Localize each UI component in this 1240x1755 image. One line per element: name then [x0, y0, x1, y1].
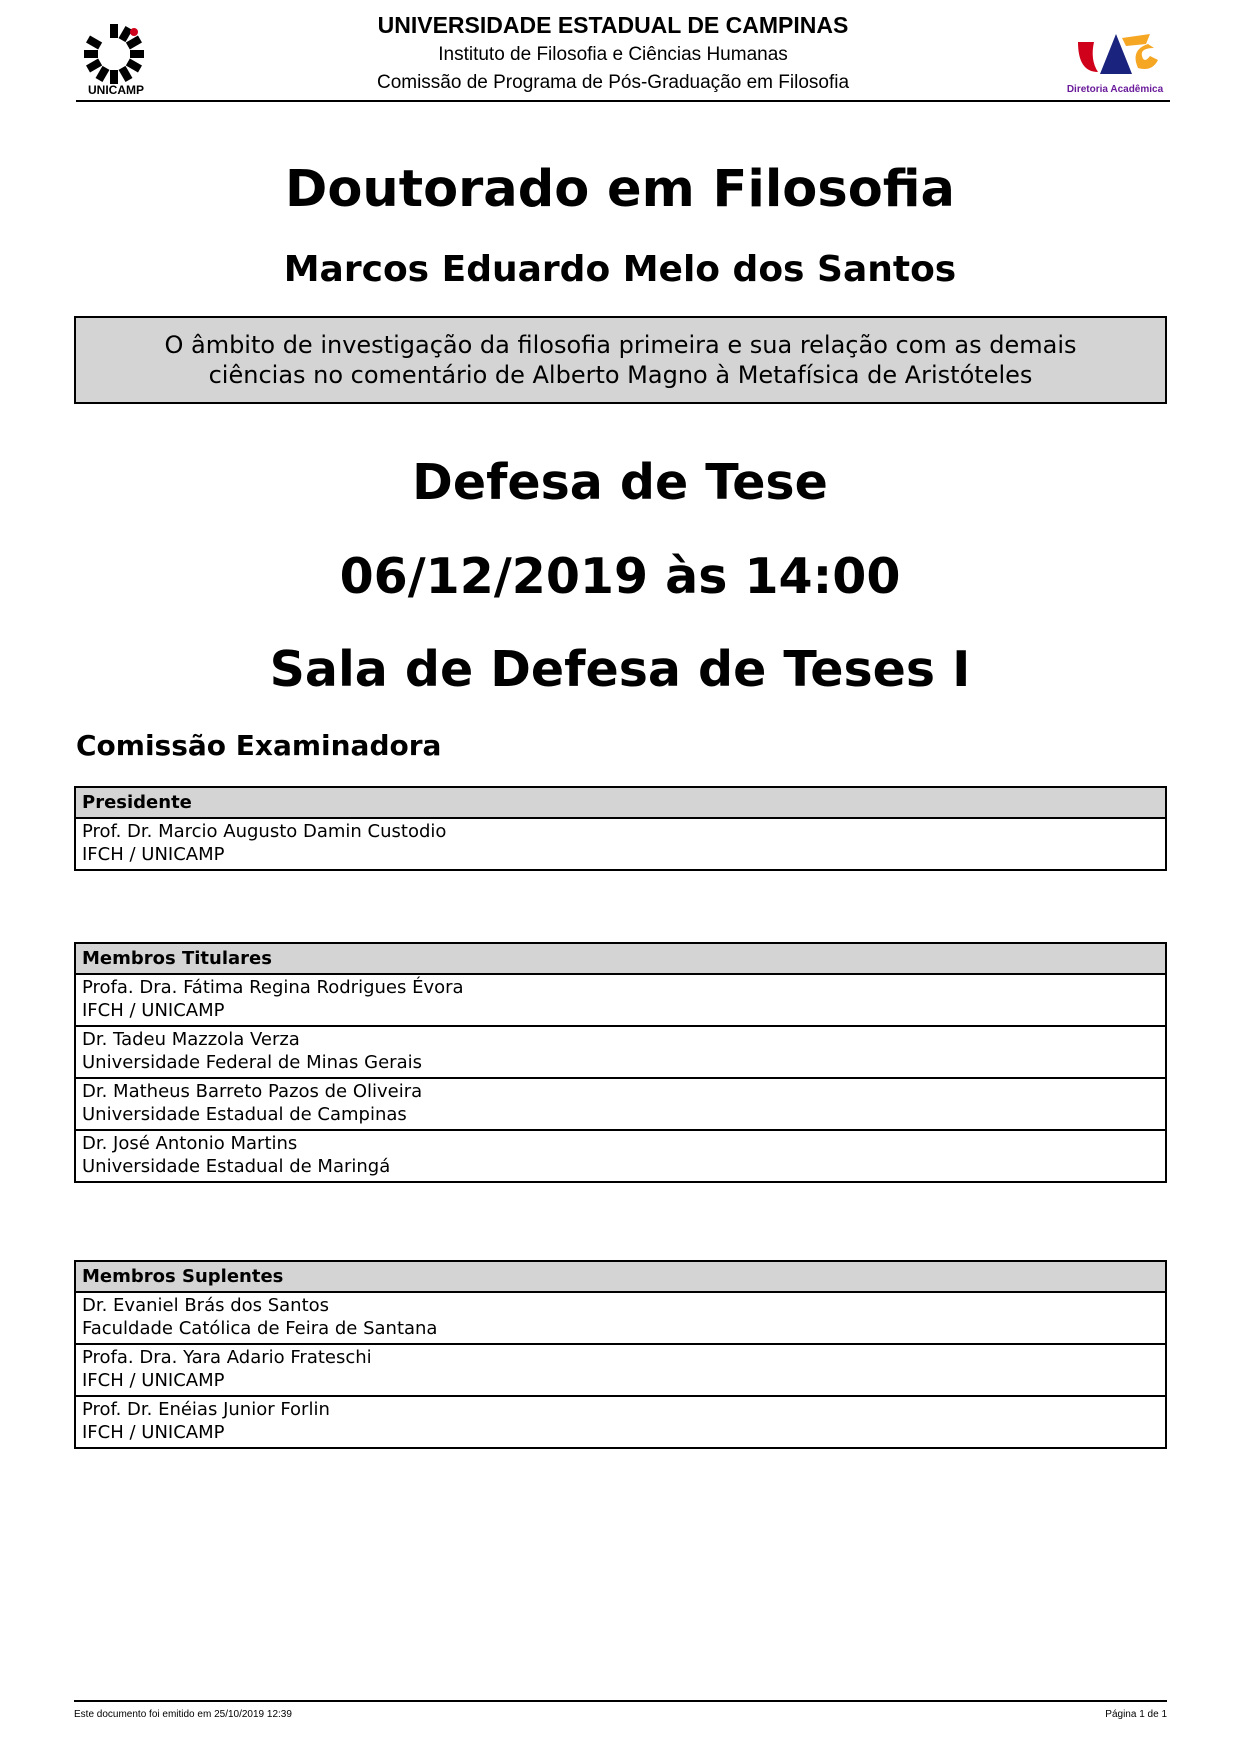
titulares-table: [74, 942, 1167, 1183]
suplentes-table: [74, 1260, 1167, 1449]
program-title: Doutorado em Filosofia: [285, 160, 955, 219]
member-affiliation: IFCH / UNICAMP: [82, 1000, 225, 1021]
president-table: [74, 786, 1167, 871]
member-row: [76, 819, 1165, 869]
member-affiliation: Universidade Federal de Minas Gerais: [82, 1052, 422, 1073]
member-name: Dr. Matheus Barreto Pazos de Oliveira: [82, 1081, 423, 1102]
member-row: [76, 1131, 1165, 1181]
candidate-name: Marcos Eduardo Melo dos Santos: [283, 249, 957, 290]
commission-name: Comissão de Programa de Pós-Graduação em Filosofia: [376, 72, 850, 93]
event-room: Sala de Defesa de Teses I: [269, 641, 971, 698]
issued-note: Este documento foi emitido em 25/10/2019 12:39: [74, 1709, 292, 1720]
committee-heading: Comissão Examinadora: [76, 729, 442, 762]
university-name: UNIVERSIDADE ESTADUAL DE CAMPINAS: [377, 12, 849, 38]
member-row: [76, 1345, 1165, 1397]
member-name: Prof. Dr. Enéias Junior Forlin: [82, 1399, 330, 1420]
dac-logo: [1060, 20, 1170, 100]
document-header: [76, 8, 1170, 102]
member-affiliation: Universidade Estadual de Campinas: [82, 1104, 407, 1125]
dac-logo-text: Diretoria Acadêmica: [1066, 84, 1164, 95]
thesis-title: O âmbito de investigação da filosofia primeira e sua relação com as demais ciências no comentário de Alberto Magno à Metafísica de Aristóteles: [164, 331, 1077, 389]
member-name: Profa. Dra. Fátima Regina Rodrigues Évora: [82, 977, 464, 998]
member-affiliation: IFCH / UNICAMP: [82, 1422, 225, 1443]
member-affiliation: IFCH / UNICAMP: [82, 1370, 225, 1391]
unicamp-logo: [76, 16, 156, 100]
table-header: Membros Titulares: [76, 944, 1165, 975]
table-header: Presidente: [76, 788, 1165, 819]
unicamp-logo-text: UNICAMP: [88, 83, 144, 97]
institute-name: Instituto de Filosofia e Ciências Humanas: [438, 44, 788, 65]
member-name: Dr. Evaniel Brás dos Santos: [82, 1295, 330, 1316]
member-affiliation: Faculdade Católica de Feira de Santana: [82, 1318, 438, 1339]
event-datetime: 06/12/2019 às 14:00: [339, 548, 901, 605]
member-row: [76, 1397, 1165, 1447]
member-name: Prof. Dr. Marcio Augusto Damin Custodio: [82, 821, 447, 842]
page-number: Página 1 de 1: [1105, 1709, 1167, 1720]
member-name: Dr. Tadeu Mazzola Verza: [82, 1029, 300, 1050]
thesis-title-box: [74, 316, 1167, 404]
member-affiliation: IFCH / UNICAMP: [82, 844, 225, 865]
member-row: [76, 1027, 1165, 1079]
member-row: [76, 1293, 1165, 1345]
member-name: Profa. Dra. Yara Adario Frateschi: [82, 1347, 372, 1368]
member-name: Dr. José Antonio Martins: [82, 1133, 298, 1154]
member-row: [76, 1079, 1165, 1131]
event-title: Defesa de Tese: [412, 454, 828, 511]
member-row: [76, 975, 1165, 1027]
table-header: Membros Suplentes: [76, 1262, 1165, 1293]
document-footer: [74, 1700, 1167, 1720]
header-text: [176, 8, 1050, 98]
member-affiliation: Universidade Estadual de Maringá: [82, 1156, 391, 1177]
